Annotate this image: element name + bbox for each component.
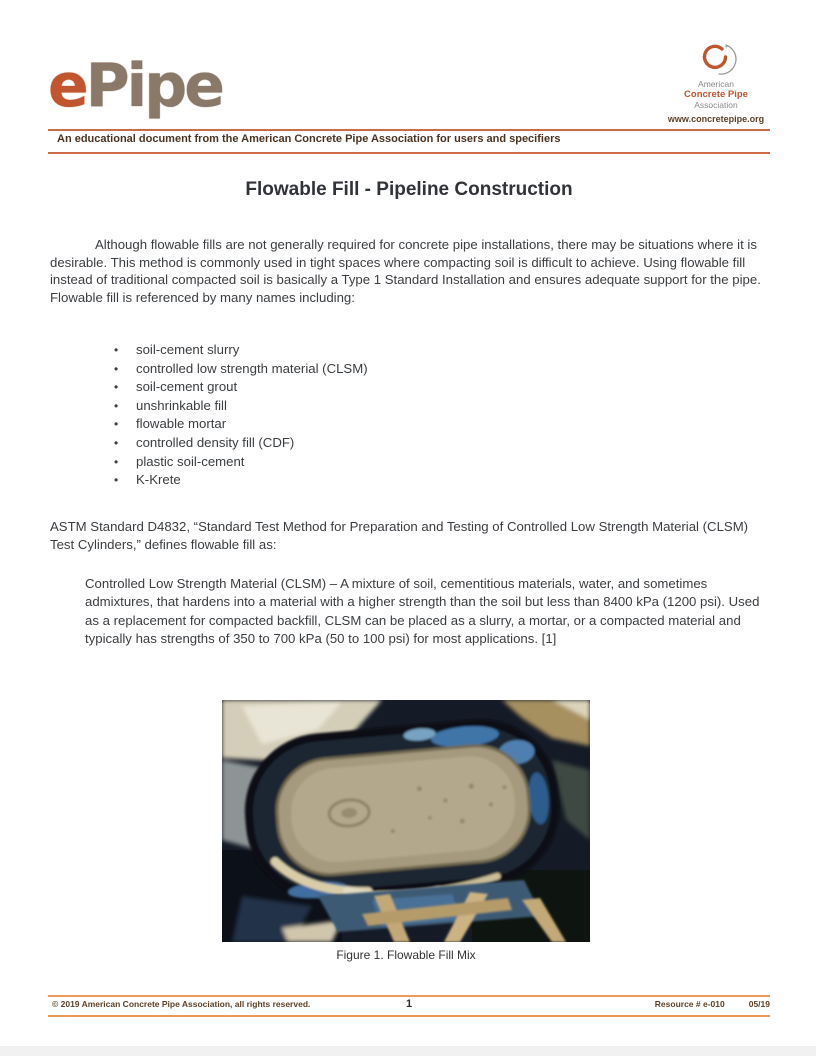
- banner-text: An educational document from the American Concrete Pipe Association for users and specifiers: [57, 133, 561, 145]
- list-item: [114, 360, 368, 379]
- acpa-swoosh-icon: [695, 42, 737, 78]
- epipe-logo-pipe: Pipe: [85, 51, 222, 121]
- acpa-name-line1: American: [698, 79, 734, 89]
- footer-rule-top: [48, 995, 770, 997]
- list-item: [114, 378, 368, 397]
- epipe-logo-e: e: [48, 51, 86, 121]
- figure-1-caption: Figure 1. Flowable Fill Mix: [336, 948, 476, 962]
- clsm-definition-quote: Controlled Low Strength Material (CLSM) – A mixture of soil, cementitious materials, water, and sometimes admixtures, that hardens into a material with a higher strength than the soil but less than 8400 kPa (1200 psi). Used as a replacement for compacted backfill, CLSM can be placed as a slurry, a mortar, or a compacted material and typically has strengths of 350 to 700 kPa (50 to 100 psi) for most applications. [1]: [85, 576, 760, 646]
- list-item-label: controlled low strength material (CLSM): [136, 360, 368, 376]
- list-item-label: soil-cement grout: [136, 379, 238, 395]
- list-item: [114, 397, 368, 416]
- list-item: [114, 415, 368, 434]
- epipe-logo: [48, 48, 222, 130]
- header-rule-bottom: [48, 152, 770, 154]
- list-item-label: flowable mortar: [136, 416, 227, 432]
- acpa-logo: [656, 42, 776, 125]
- intro-paragraph: Although flowable fills are not generally required for concrete pipe installations, there may be situations where it is desirable. This method is commonly used in tight spaces where compacting soil is difficult to achieve. Using flowable fill instead of traditional compacted soil is basically a Type 1 Standard Installation and ensures adequate support for the pipe. Flowable fill is referenced by many names including:: [50, 237, 761, 305]
- footer-rule-bottom: [48, 1015, 770, 1017]
- list-item: [114, 471, 368, 490]
- list-item-label: unshrinkable fill: [136, 397, 227, 413]
- list-item-label: controlled density fill (CDF): [136, 434, 295, 450]
- list-item: [114, 341, 368, 360]
- footer-resource-block: [655, 999, 770, 1009]
- flowable-fill-names-list: [114, 341, 368, 490]
- page-bottom-edge: [0, 1046, 816, 1056]
- astm-paragraph: ASTM Standard D4832, “Standard Test Method for Preparation and Testing of Controlled Low Strength Material (CLSM) Test Cylinders,” defines flowable fill as:: [50, 519, 749, 552]
- acpa-name-line2: Concrete Pipe: [684, 88, 748, 100]
- header-rule-top: [48, 129, 770, 131]
- footer-date: 05/19: [748, 999, 770, 1009]
- list-item: [114, 453, 368, 472]
- list-item: [114, 434, 368, 453]
- footer-resource-number: Resource # e-010: [654, 999, 725, 1009]
- acpa-name-line3: Association: [694, 99, 738, 110]
- list-item-label: K-Krete: [136, 472, 181, 488]
- flowable-fill-mix-photo: [222, 700, 590, 942]
- page-title: Flowable Fill - Pipeline Construction: [245, 179, 573, 200]
- list-item-label: plastic soil-cement: [136, 453, 245, 469]
- acpa-website-link[interactable]: www.concretepipe.org: [667, 114, 765, 125]
- page-number: 1: [405, 998, 413, 1010]
- footer-copyright: © 2019 American Concrete Pipe Association, all rights reserved.: [52, 999, 311, 1009]
- figure-1-photo: [222, 700, 590, 942]
- list-item-label: soil-cement slurry: [136, 342, 240, 357]
